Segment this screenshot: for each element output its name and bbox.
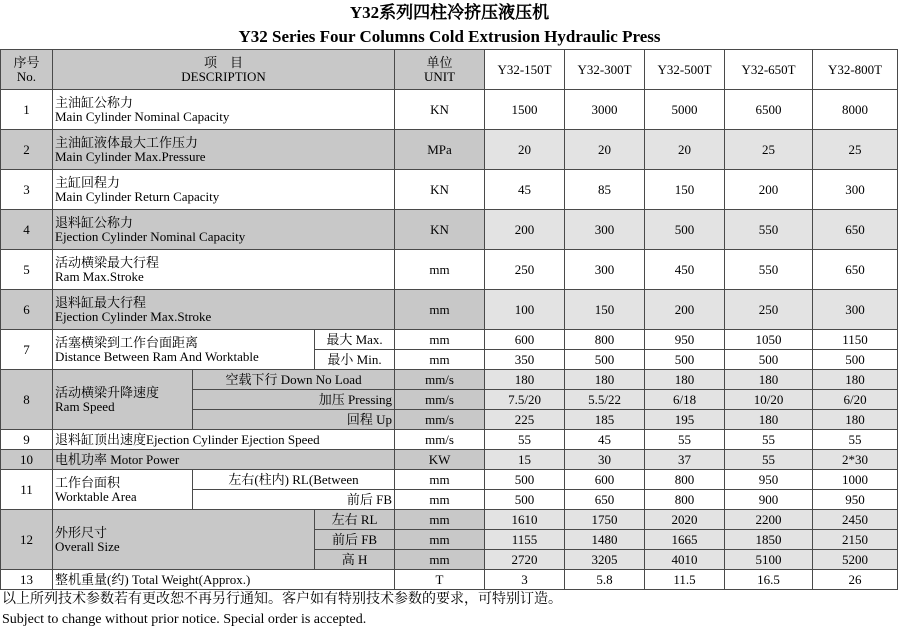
row-value: 300 bbox=[813, 170, 898, 210]
row-value: 8000 bbox=[813, 90, 898, 130]
row-value: 26 bbox=[813, 570, 898, 590]
row-description: 电机功率 Motor Power bbox=[53, 450, 395, 470]
row-value: 7.5/20 bbox=[485, 390, 565, 410]
row-value: 1500 bbox=[485, 90, 565, 130]
row-number: 6 bbox=[1, 290, 53, 330]
row-number: 4 bbox=[1, 210, 53, 250]
row-unit: mm bbox=[395, 510, 485, 530]
row-value: 15 bbox=[485, 450, 565, 470]
row-value: 85 bbox=[565, 170, 645, 210]
row-value: 180 bbox=[813, 410, 898, 430]
row-value: 500 bbox=[645, 210, 725, 250]
row-value: 37 bbox=[645, 450, 725, 470]
row-value: 650 bbox=[813, 210, 898, 250]
row-value: 3000 bbox=[565, 90, 645, 130]
row-unit: KN bbox=[395, 170, 485, 210]
description-cn: 外形尺寸 bbox=[55, 524, 108, 540]
table-row bbox=[1, 210, 898, 250]
row-value: 2450 bbox=[813, 510, 898, 530]
row-value: 20 bbox=[565, 130, 645, 170]
row-number: 12 bbox=[1, 510, 53, 570]
description-cn: 工作台面积 bbox=[55, 474, 121, 490]
header-model: Y32-300T bbox=[565, 50, 645, 90]
row-value: 550 bbox=[725, 210, 813, 250]
row-value: 450 bbox=[645, 250, 725, 290]
row-unit: mm bbox=[395, 350, 485, 370]
row-value: 800 bbox=[565, 330, 645, 350]
row-sub-label: 左右(柱内) RL(Between bbox=[193, 470, 395, 490]
row-value: 25 bbox=[725, 130, 813, 170]
row-value: 180 bbox=[565, 370, 645, 390]
row-description bbox=[53, 290, 395, 330]
row-value: 500 bbox=[645, 350, 725, 370]
row-value: 225 bbox=[485, 410, 565, 430]
table-row bbox=[1, 370, 898, 390]
row-value: 5000 bbox=[645, 90, 725, 130]
row-unit: mm bbox=[395, 550, 485, 570]
row-value: 11.5 bbox=[645, 570, 725, 590]
row-value: 3205 bbox=[565, 550, 645, 570]
row-sub-label: 前后 FB bbox=[193, 490, 395, 510]
row-value: 2200 bbox=[725, 510, 813, 530]
row-value: 950 bbox=[725, 470, 813, 490]
row-value: 55 bbox=[813, 430, 898, 450]
row-unit: KN bbox=[395, 210, 485, 250]
description-cn: 主缸回程力 bbox=[55, 174, 121, 190]
row-value: 350 bbox=[485, 350, 565, 370]
row-value: 1150 bbox=[813, 330, 898, 350]
row-value: 250 bbox=[485, 250, 565, 290]
row-value: 20 bbox=[485, 130, 565, 170]
description-en: Ram Max.Stroke bbox=[55, 268, 144, 284]
row-number: 13 bbox=[1, 570, 53, 590]
row-number: 5 bbox=[1, 250, 53, 290]
row-value: 300 bbox=[565, 210, 645, 250]
row-value: 200 bbox=[485, 210, 565, 250]
row-value: 195 bbox=[645, 410, 725, 430]
row-value: 100 bbox=[485, 290, 565, 330]
table-row bbox=[1, 510, 898, 530]
table-row bbox=[1, 170, 898, 210]
footnote-english: Subject to change without prior notice. Special order is accepted. bbox=[2, 612, 367, 627]
row-value: 185 bbox=[565, 410, 645, 430]
row-value: 180 bbox=[725, 410, 813, 430]
header-model: Y32-800T bbox=[813, 50, 898, 90]
title-chinese: Y32系列四柱冷挤压液压机 bbox=[349, 3, 550, 22]
row-sub-label: 加压 Pressing bbox=[193, 390, 395, 410]
row-description bbox=[53, 330, 315, 370]
row-number: 8 bbox=[1, 370, 53, 430]
row-description: 整机重量(约) Total Weight(Approx.) bbox=[53, 570, 395, 590]
row-value: 2020 bbox=[645, 510, 725, 530]
row-value: 1155 bbox=[485, 530, 565, 550]
row-number: 7 bbox=[1, 330, 53, 370]
row-description bbox=[53, 130, 395, 170]
description-en: Distance Between Ram And Worktable bbox=[55, 348, 259, 364]
row-value: 30 bbox=[565, 450, 645, 470]
row-value: 3 bbox=[485, 570, 565, 590]
row-value: 800 bbox=[645, 490, 725, 510]
header-unit: 单位 UNIT bbox=[395, 50, 485, 90]
row-value: 600 bbox=[565, 470, 645, 490]
row-description bbox=[53, 170, 395, 210]
description-cn: 主油缸公称力 bbox=[55, 94, 134, 110]
row-value: 5100 bbox=[725, 550, 813, 570]
row-value: 300 bbox=[565, 250, 645, 290]
row-value: 5.5/22 bbox=[565, 390, 645, 410]
row-value: 550 bbox=[725, 250, 813, 290]
row-value: 6/18 bbox=[645, 390, 725, 410]
header-description: 项 目 DESCRIPTION bbox=[53, 50, 395, 90]
row-description bbox=[53, 470, 193, 510]
row-value: 1665 bbox=[645, 530, 725, 550]
row-value: 1610 bbox=[485, 510, 565, 530]
row-description bbox=[53, 210, 395, 250]
row-value: 25 bbox=[813, 130, 898, 170]
row-unit: mm/s bbox=[395, 370, 485, 390]
row-value: 55 bbox=[485, 430, 565, 450]
row-value: 6500 bbox=[725, 90, 813, 130]
table-row bbox=[1, 330, 898, 350]
row-value: 1750 bbox=[565, 510, 645, 530]
row-value: 45 bbox=[485, 170, 565, 210]
row-value: 1850 bbox=[725, 530, 813, 550]
row-sub-label: 回程 Up bbox=[193, 410, 395, 430]
header-model: Y32-650T bbox=[725, 50, 813, 90]
row-value: 150 bbox=[645, 170, 725, 210]
row-value: 150 bbox=[565, 290, 645, 330]
row-value: 5.8 bbox=[565, 570, 645, 590]
table-row bbox=[1, 450, 898, 470]
row-sub-label: 空载下行 Down No Load bbox=[193, 370, 395, 390]
row-value: 650 bbox=[565, 490, 645, 510]
row-value: 55 bbox=[725, 450, 813, 470]
description-en: Main Cylinder Max.Pressure bbox=[55, 148, 206, 164]
row-value: 5200 bbox=[813, 550, 898, 570]
row-unit: mm bbox=[395, 290, 485, 330]
description-en: Main Cylinder Nominal Capacity bbox=[55, 108, 230, 124]
row-number: 1 bbox=[1, 90, 53, 130]
row-value: 1000 bbox=[813, 470, 898, 490]
row-number: 2 bbox=[1, 130, 53, 170]
description-cn: 活动横梁升降速度 bbox=[55, 384, 160, 400]
row-value: 1480 bbox=[565, 530, 645, 550]
row-value: 200 bbox=[645, 290, 725, 330]
row-unit: MPa bbox=[395, 130, 485, 170]
header-model: Y32-150T bbox=[485, 50, 565, 90]
row-value: 180 bbox=[485, 370, 565, 390]
row-value: 1050 bbox=[725, 330, 813, 350]
row-value: 180 bbox=[725, 370, 813, 390]
row-sub-label: 最小 Min. bbox=[315, 350, 395, 370]
row-description: 退料缸顶出速度Ejection Cylinder Ejection Speed bbox=[53, 430, 395, 450]
row-description bbox=[53, 250, 395, 290]
description-cn: 活塞横梁到工作台面距离 bbox=[55, 334, 199, 350]
row-value: 500 bbox=[485, 490, 565, 510]
row-value: 950 bbox=[645, 330, 725, 350]
spec-table bbox=[0, 49, 898, 590]
row-unit: mm bbox=[395, 250, 485, 290]
table-row bbox=[1, 250, 898, 290]
row-unit: mm/s bbox=[395, 410, 485, 430]
row-value: 180 bbox=[813, 370, 898, 390]
row-unit: mm/s bbox=[395, 390, 485, 410]
row-description bbox=[53, 90, 395, 130]
row-value: 20 bbox=[645, 130, 725, 170]
row-number: 3 bbox=[1, 170, 53, 210]
row-value: 55 bbox=[645, 430, 725, 450]
description-en: Ram Speed bbox=[55, 398, 115, 414]
row-unit: KW bbox=[395, 450, 485, 470]
row-number: 10 bbox=[1, 450, 53, 470]
row-value: 650 bbox=[813, 250, 898, 290]
row-value: 900 bbox=[725, 490, 813, 510]
row-value: 200 bbox=[725, 170, 813, 210]
row-value: 4010 bbox=[645, 550, 725, 570]
row-value: 2*30 bbox=[813, 450, 898, 470]
description-cn: 主油缸液体最大工作压力 bbox=[55, 134, 199, 150]
row-value: 500 bbox=[725, 350, 813, 370]
row-unit: T bbox=[395, 570, 485, 590]
row-value: 2150 bbox=[813, 530, 898, 550]
table-row bbox=[1, 570, 898, 590]
table-row bbox=[1, 470, 898, 490]
row-value: 45 bbox=[565, 430, 645, 450]
row-sub-label: 最大 Max. bbox=[315, 330, 395, 350]
row-sub-label: 前后 FB bbox=[315, 530, 395, 550]
title-english: Y32 Series Four Columns Cold Extrusion Hydraulic Press bbox=[238, 27, 661, 46]
description-en: Ejection Cylinder Nominal Capacity bbox=[55, 228, 246, 244]
row-value: 2720 bbox=[485, 550, 565, 570]
row-value: 600 bbox=[485, 330, 565, 350]
row-number: 11 bbox=[1, 470, 53, 510]
description-en: Overall Size bbox=[55, 538, 120, 554]
description-en: Main Cylinder Return Capacity bbox=[55, 188, 220, 204]
row-sub-label: 左右 RL bbox=[315, 510, 395, 530]
row-value: 500 bbox=[813, 350, 898, 370]
table-header-row bbox=[1, 50, 898, 90]
footnote-chinese: 以上所列技术参数若有更改恕不再另行通知。客户如有特别技术参数的要求，可特别订造。 bbox=[2, 592, 562, 607]
row-sub-label: 高 H bbox=[315, 550, 395, 570]
description-en: Worktable Area bbox=[55, 488, 137, 504]
row-value: 250 bbox=[725, 290, 813, 330]
header-model: Y32-500T bbox=[645, 50, 725, 90]
row-value: 500 bbox=[565, 350, 645, 370]
table-row bbox=[1, 90, 898, 130]
table-row bbox=[1, 290, 898, 330]
row-unit: mm/s bbox=[395, 430, 485, 450]
row-description bbox=[53, 370, 193, 430]
row-value: 6/20 bbox=[813, 390, 898, 410]
table-row bbox=[1, 130, 898, 170]
row-value: 950 bbox=[813, 490, 898, 510]
row-unit: mm bbox=[395, 330, 485, 350]
row-unit: mm bbox=[395, 490, 485, 510]
row-description bbox=[53, 510, 315, 570]
row-value: 500 bbox=[485, 470, 565, 490]
row-unit: KN bbox=[395, 90, 485, 130]
row-value: 16.5 bbox=[725, 570, 813, 590]
row-value: 10/20 bbox=[725, 390, 813, 410]
description-cn: 活动横梁最大行程 bbox=[55, 254, 160, 270]
header-no: 序号 No. bbox=[1, 50, 53, 90]
description-en: Ejection Cylinder Max.Stroke bbox=[55, 308, 212, 324]
description-cn: 退料缸最大行程 bbox=[55, 294, 147, 310]
row-unit: mm bbox=[395, 470, 485, 490]
table-row bbox=[1, 430, 898, 450]
row-value: 55 bbox=[725, 430, 813, 450]
row-value: 800 bbox=[645, 470, 725, 490]
row-unit: mm bbox=[395, 530, 485, 550]
row-value: 180 bbox=[645, 370, 725, 390]
row-number: 9 bbox=[1, 430, 53, 450]
description-cn: 退料缸公称力 bbox=[55, 214, 134, 230]
row-value: 300 bbox=[813, 290, 898, 330]
